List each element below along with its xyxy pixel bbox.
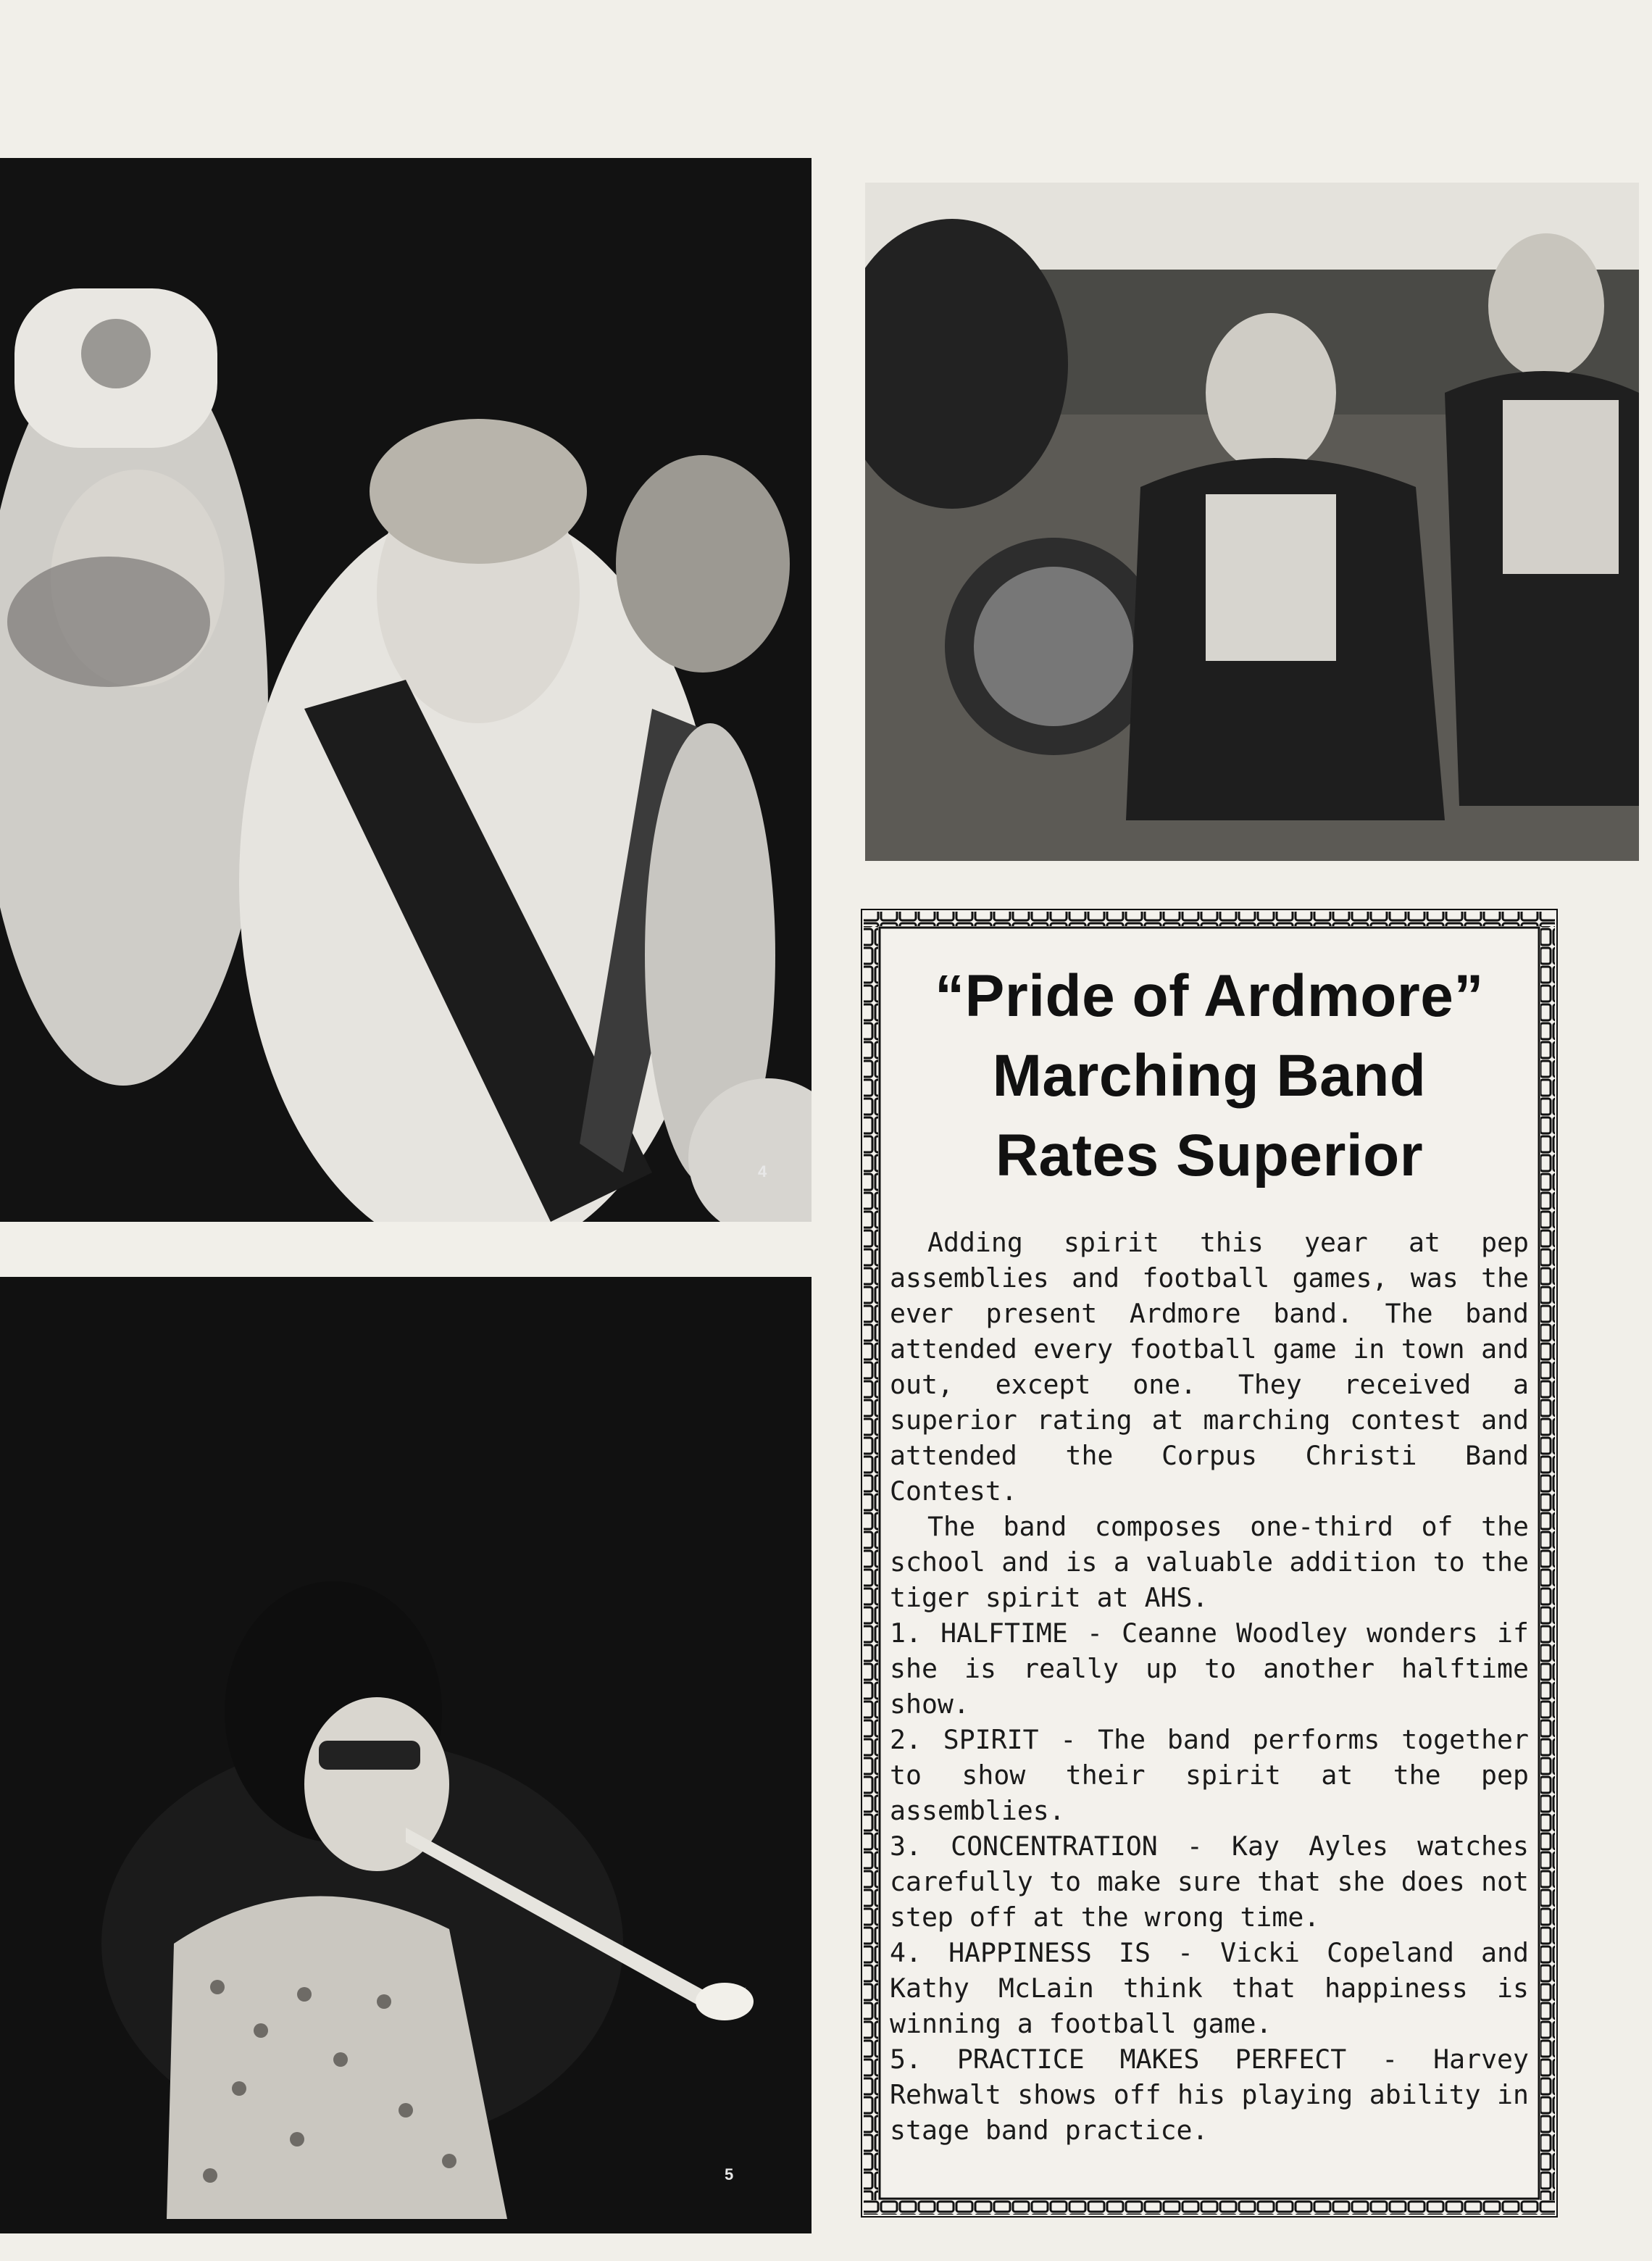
headline-line-1: “Pride of Ardmore” bbox=[935, 963, 1484, 1029]
headline bbox=[890, 957, 1529, 1196]
headline-line-3: Rates Superior bbox=[995, 1123, 1424, 1188]
photo-caption: 1. HALFTIME - Ceanne Woodley wonders if she is really up to another halftime show. bbox=[890, 1617, 1529, 1720]
band-members-in-uniform-photo bbox=[0, 158, 812, 1222]
article-content bbox=[890, 938, 1529, 2148]
headline-line-2: Marching Band bbox=[992, 1043, 1427, 1109]
photo-number-label: 4 bbox=[758, 1162, 767, 1181]
photo-caption: 3. CONCENTRATION - Kay Ayles watches carefully to make sure that she does not step off at the wrong time. bbox=[890, 1831, 1529, 1933]
body-paragraph: Adding spirit this year at pep assemblies and football games, was the ever present Ardmore band. The band attended every football game in town and out, except one. They received a superior rating at marching contest and attended the Corpus Christi Band Contest. bbox=[890, 1227, 1529, 1507]
trumpet-player-photo bbox=[0, 1277, 812, 2233]
body-paragraph: The band composes one-third of the school and is a valuable addition to the tiger spirit at AHS. bbox=[890, 1511, 1529, 1613]
photo-caption: 5. PRACTICE MAKES PERFECT - Harvey Rehwalt shows off his playing ability in stage band practice. bbox=[890, 2044, 1529, 2146]
photo-4-image bbox=[0, 158, 812, 1222]
photo-5-image bbox=[0, 1277, 812, 2233]
band-members-kneeling-on-field-photo bbox=[865, 183, 1639, 861]
photo-caption: 2. SPIRIT - The band performs together to show their spirit at the pep assemblies. bbox=[890, 1724, 1529, 1826]
photo-caption: 4. HAPPINESS IS - Vicki Copeland and Kathy McLain think that happiness is winning a football game. bbox=[890, 1937, 1529, 2039]
photo-top-right-image bbox=[865, 183, 1639, 861]
article-box bbox=[861, 909, 1558, 2218]
article-body bbox=[890, 1225, 1529, 2148]
photo-number-label: 5 bbox=[725, 2165, 734, 2183]
